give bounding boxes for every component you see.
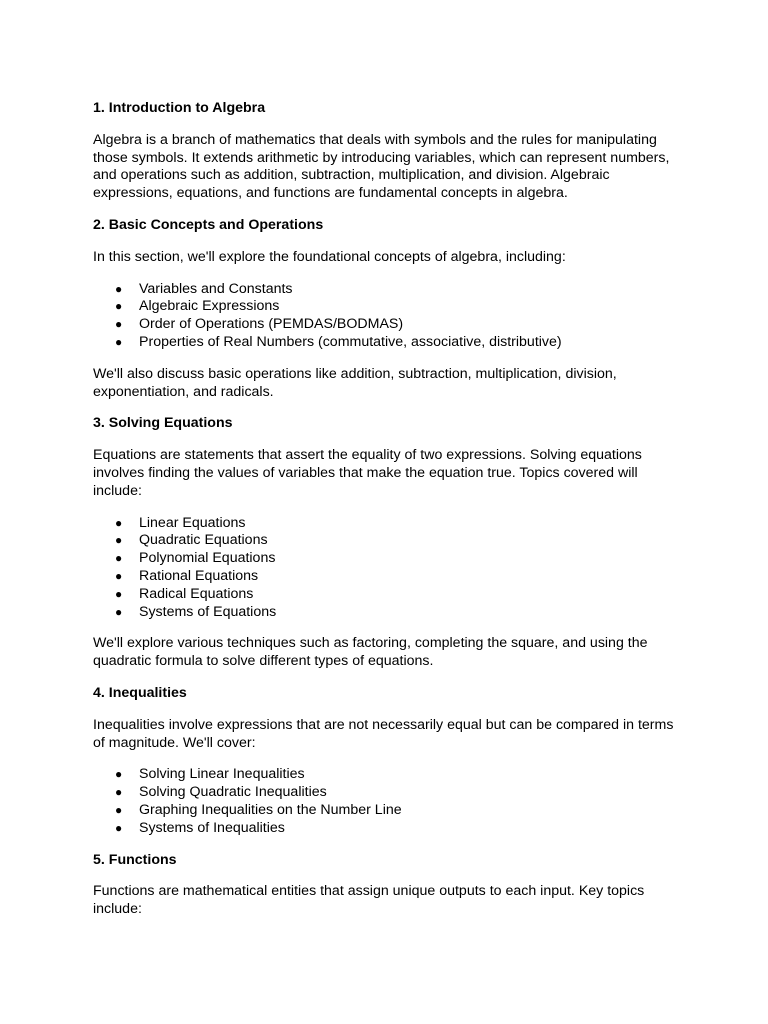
list-item (93, 298, 683, 316)
list-item-label: Properties of Real Numbers (commutative, associative, distributive) (139, 333, 562, 350)
section-outro-basic-concepts: We'll also discuss basic operations like addition, subtraction, multiplication, division, exponentiation, and radicals. (93, 365, 617, 400)
bullet-icon: ● (115, 802, 123, 817)
bullet-icon: ● (115, 604, 123, 619)
section-heading-introduction: 1. Introduction to Algebra (93, 100, 266, 116)
list-item (93, 766, 683, 784)
bullet-icon: ● (115, 568, 123, 583)
bullet-icon: ● (115, 334, 123, 349)
list-item-label: Rational Equations (139, 567, 259, 584)
bullet-icon: ● (115, 586, 123, 601)
bullet-list-basic-concepts (93, 281, 683, 352)
section-outro-solving-equations: We'll explore various techniques such as factoring, completing the square, and using the quadratic formula to solve different types of equations. (93, 635, 648, 670)
list-item-label: Systems of Equations (139, 603, 277, 620)
list-item-label: Graphing Inequalities on the Number Line (139, 801, 402, 818)
list-item (93, 281, 683, 299)
bullet-icon: ● (115, 281, 123, 296)
list-item-label: Algebraic Expressions (139, 298, 280, 315)
list-item (93, 316, 683, 334)
bullet-icon: ● (115, 767, 123, 782)
bullet-icon: ● (115, 820, 123, 835)
bullet-list-solving-equations (93, 515, 683, 622)
bullet-icon: ● (115, 515, 123, 530)
section-heading-basic-concepts: 2. Basic Concepts and Operations (93, 216, 324, 233)
list-item-label: Systems of Inequalities (139, 819, 285, 836)
list-item-label: Radical Equations (139, 585, 254, 602)
bullet-icon: ● (115, 299, 123, 314)
section-heading-inequalities: 4. Inequalities (93, 684, 187, 701)
list-item-label: Order of Operations (PEMDAS/BODMAS) (139, 316, 404, 333)
section-heading-functions: 5. Functions (93, 851, 177, 868)
bullet-icon: ● (115, 785, 123, 800)
section-intro-functions: Functions are mathematical entities that assign unique outputs to each input. Key topics include: (93, 883, 645, 918)
section-heading-solving-equations: 3. Solving Equations (93, 415, 233, 432)
bullet-icon: ● (115, 533, 123, 548)
section-intro-inequalities: Inequalities involve expressions that are not necessarily equal but can be compared in terms of magnitude. We'll cover: (93, 716, 674, 751)
list-item (93, 586, 683, 604)
list-item (93, 604, 683, 622)
list-item (93, 550, 683, 568)
document-body (93, 100, 683, 933)
list-item (93, 532, 683, 550)
list-item-label: Quadratic Equations (139, 532, 268, 549)
bullet-icon: ● (115, 317, 123, 332)
list-item (93, 784, 683, 802)
list-item-label: Solving Linear Inequalities (139, 766, 305, 783)
list-item-label: Polynomial Equations (139, 550, 276, 567)
list-item (93, 802, 683, 820)
list-item (93, 568, 683, 586)
bullet-list-inequalities (93, 766, 683, 837)
list-item-label: Linear Equations (139, 514, 246, 531)
list-item (93, 515, 683, 533)
list-item (93, 334, 683, 352)
section-intro-basic-concepts: In this section, we'll explore the foundational concepts of algebra, including: (93, 248, 566, 265)
bullet-icon: ● (115, 551, 123, 566)
section-intro-solving-equations: Equations are statements that assert the equality of two expressions. Solving equations involves finding the values of variables that make the equation true. Topics covered will include: (93, 447, 642, 499)
list-item-label: Variables and Constants (139, 280, 293, 297)
list-item (93, 820, 683, 838)
list-item-label: Solving Quadratic Inequalities (139, 784, 327, 801)
section-paragraph-introduction: Algebra is a branch of mathematics that deals with symbols and the rules for manipulating those symbols. It extends arithmetic by introducing variables, which can represent numbers, and operations such as addition, subtraction, multiplication, and division. Algebraic expressions, equations, and functions are fundamental concepts in algebra. (93, 131, 670, 202)
